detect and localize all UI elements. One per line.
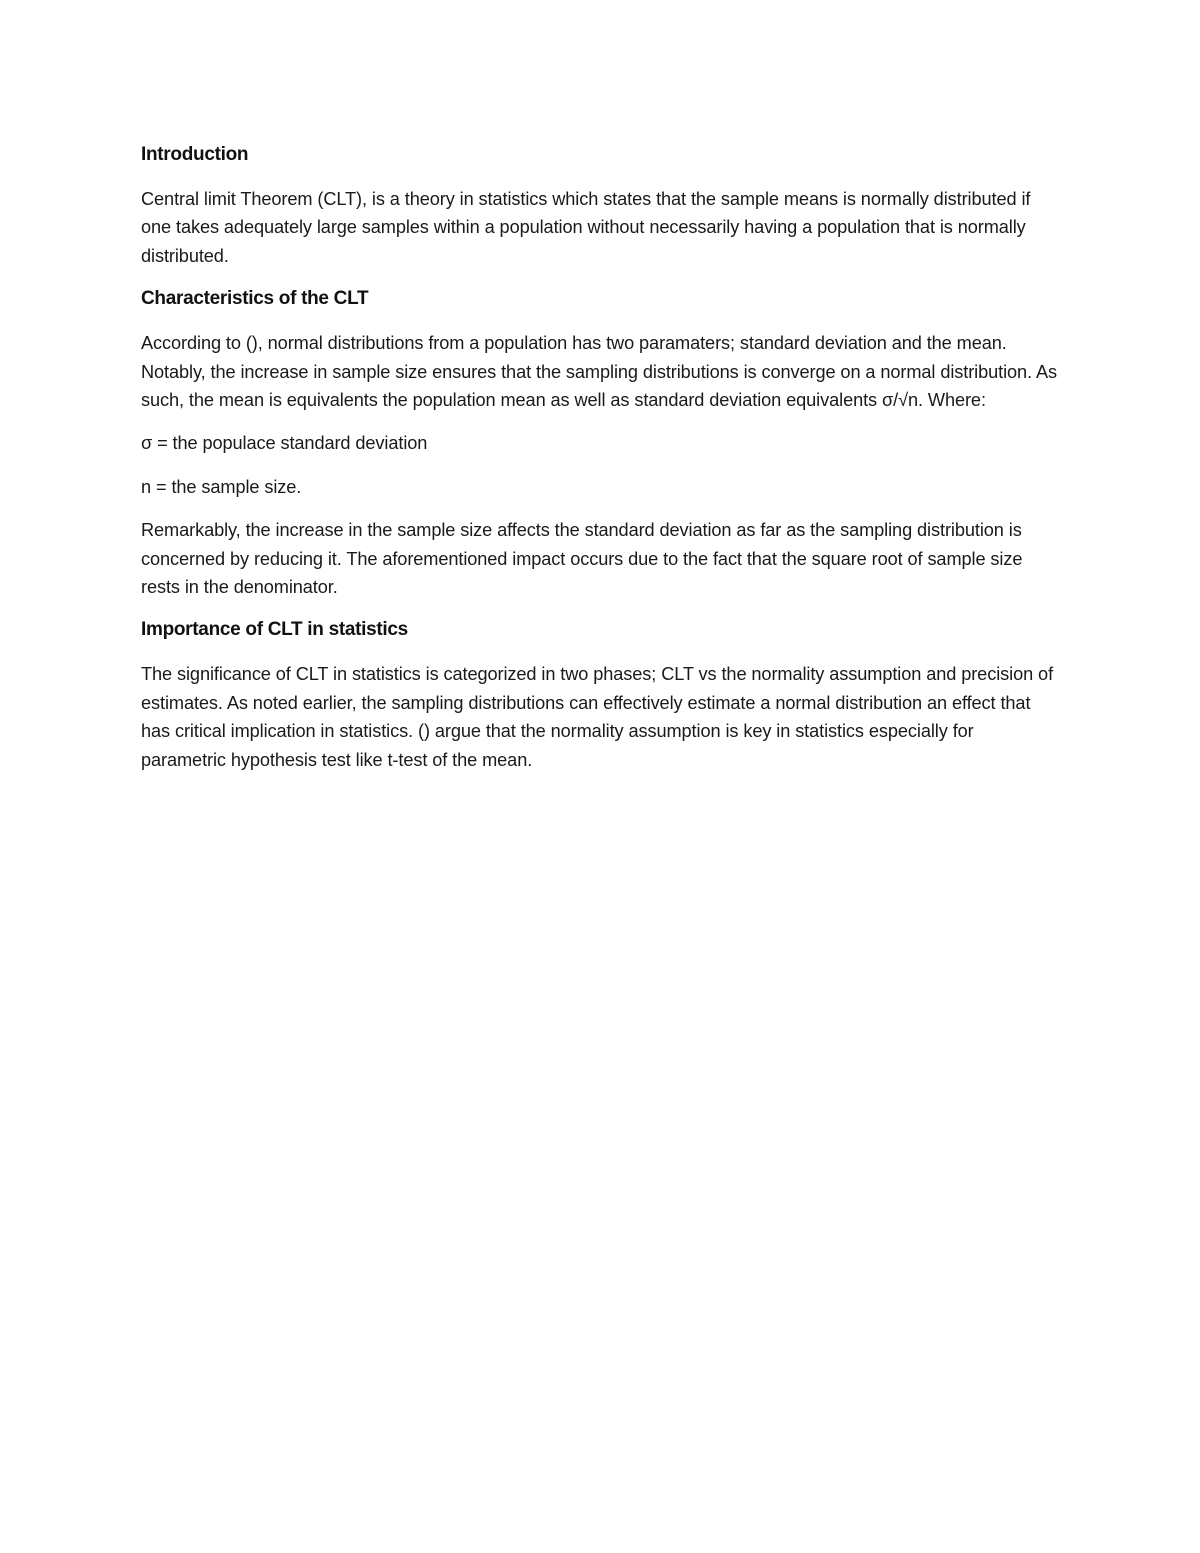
heading-introduction: Introduction — [141, 144, 249, 165]
paragraph-remarkably: Remarkably, the increase in the sample size affects the standard deviation as far as the sampling distribution is concerned by reducing it. The aforementioned impact occurs due to the fact that the square root of sample size rests in the denominator. — [141, 520, 1023, 598]
heading-characteristics: Characteristics of the CLT — [141, 288, 369, 310]
paragraph-importance: The significance of CLT in statistics is categorized in two phases; CLT vs the normality assumption and precision of estimates. As noted earlier, the sampling distributions can effectively estimate a normal distribution an effect that has critical implication in statistics. () argue that the normality assumption is key in statistics especially for parametric hypothesis test like t-test of the mean. — [141, 664, 1054, 770]
paragraph-n-definition: n = the sample size. — [141, 476, 302, 497]
heading-importance: Importance of CLT in statistics — [141, 619, 408, 641]
document-body — [141, 141, 1061, 774]
paragraph-intro: Central limit Theorem (CLT), is a theory in statistics which states that the sample means is normally distributed if one takes adequately large samples within a population without necessarily having a population that is normally distributed. — [141, 189, 1031, 266]
paragraph-sigma-definition: σ = the populace standard deviation — [141, 433, 428, 454]
paragraph-characteristics: According to (), normal distributions from a population has two paramaters; standard deviation and the mean. Notably, the increase in sample size ensures that the sampling distributions is converge on a normal distribution. As such, the mean is equivalents the population mean as well as standard deviation equivalents σ/√n. Where: — [141, 333, 1058, 411]
